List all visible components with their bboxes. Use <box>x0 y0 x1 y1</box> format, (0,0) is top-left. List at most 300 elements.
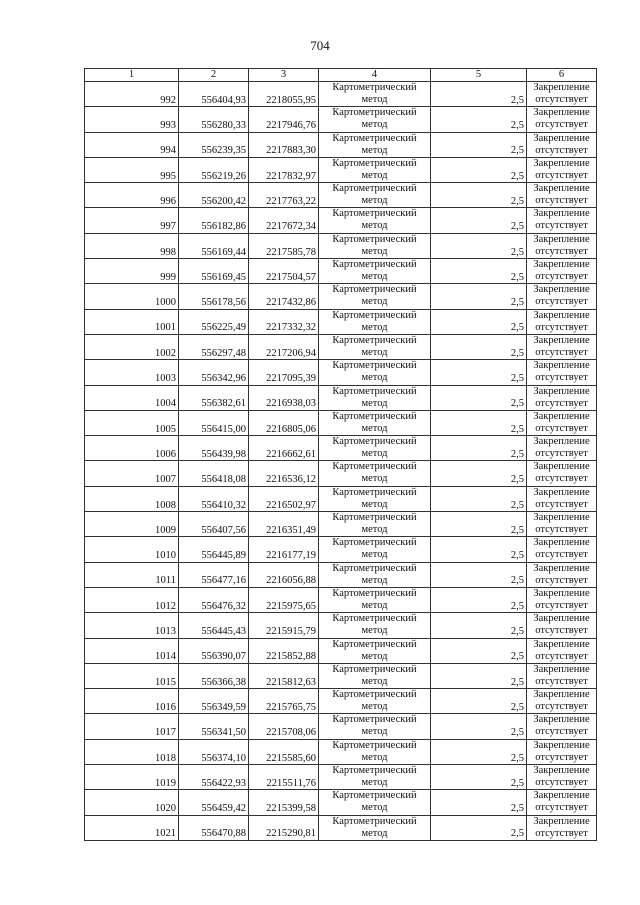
point-number-cell: 1001 <box>85 309 179 334</box>
fixing-text-line-1: Закрепление <box>533 208 590 220</box>
method-cell <box>319 309 431 334</box>
accuracy-cell: 2,5 <box>431 360 527 385</box>
fixing-cell <box>527 107 597 132</box>
coordinate-y-cell: 2217946,76 <box>249 107 319 132</box>
fixing-text-line-1: Закрепление <box>533 334 590 346</box>
method-text-line-2: метод <box>361 296 388 308</box>
fixing-text-line-1: Закрепление <box>533 815 590 827</box>
column-header-4: 4 <box>319 69 431 82</box>
fixing-text-line-1: Закрепление <box>533 765 590 777</box>
method-text-line-2: метод <box>361 346 388 358</box>
fixing-text-line-1: Закрепление <box>533 157 590 169</box>
method-cell <box>319 587 431 612</box>
method-text-line-1: Картометрический <box>332 233 417 245</box>
table-row <box>85 208 597 233</box>
method-text-line-2: метод <box>361 549 388 561</box>
accuracy-cell: 2,5 <box>431 259 527 284</box>
accuracy-cell: 2,5 <box>431 208 527 233</box>
coordinate-y-cell: 2217585,78 <box>249 233 319 258</box>
method-text-line-2: метод <box>361 321 388 333</box>
point-number-cell: 1012 <box>85 587 179 612</box>
fixing-text-line-1: Закрепление <box>533 739 590 751</box>
table-row <box>85 739 597 764</box>
method-text-line-2: метод <box>361 119 388 131</box>
coordinate-x-cell: 556219,26 <box>179 157 249 182</box>
accuracy-cell: 2,5 <box>431 537 527 562</box>
table-header <box>85 69 597 82</box>
table-row <box>85 638 597 663</box>
method-text-line-2: метод <box>361 726 388 738</box>
fixing-cell <box>527 183 597 208</box>
fixing-text-line-2: отсутствует <box>535 422 588 434</box>
coordinate-x-cell: 556349,59 <box>179 689 249 714</box>
fixing-text-line-1: Закрепление <box>533 512 590 524</box>
method-text-line-1: Картометрический <box>332 107 417 119</box>
method-cell <box>319 334 431 359</box>
fixing-text-line-1: Закрепление <box>533 385 590 397</box>
fixing-cell <box>527 82 597 107</box>
column-header-1: 1 <box>85 69 179 82</box>
method-text-line-2: метод <box>361 751 388 763</box>
coordinate-y-cell: 2216536,12 <box>249 461 319 486</box>
table-row <box>85 183 597 208</box>
accuracy-cell: 2,5 <box>431 284 527 309</box>
method-text-line-2: метод <box>361 372 388 384</box>
fixing-cell <box>527 208 597 233</box>
accuracy-cell: 2,5 <box>431 765 527 790</box>
method-text-line-1: Картометрический <box>332 82 417 93</box>
coordinate-x-cell: 556280,33 <box>179 107 249 132</box>
accuracy-cell: 2,5 <box>431 107 527 132</box>
table-row <box>85 132 597 157</box>
method-text-line-1: Картометрический <box>332 613 417 625</box>
method-text-line-1: Картометрический <box>332 284 417 296</box>
page-number: 704 <box>310 38 330 53</box>
fixing-cell <box>527 486 597 511</box>
method-text-line-2: метод <box>361 802 388 814</box>
method-cell <box>319 385 431 410</box>
fixing-text-line-2: отсутствует <box>535 271 588 283</box>
coordinate-y-cell: 2217095,39 <box>249 360 319 385</box>
method-text-line-1: Картометрический <box>332 689 417 701</box>
method-text-line-2: метод <box>361 397 388 409</box>
coordinate-x-cell: 556418,08 <box>179 461 249 486</box>
table-row <box>85 512 597 537</box>
fixing-cell <box>527 233 597 258</box>
method-cell <box>319 689 431 714</box>
coordinate-x-cell: 556178,56 <box>179 284 249 309</box>
method-text-line-2: метод <box>361 169 388 181</box>
coordinate-x-cell: 556410,32 <box>179 486 249 511</box>
coordinate-x-cell: 556182,86 <box>179 208 249 233</box>
method-cell <box>319 461 431 486</box>
table-row <box>85 461 597 486</box>
method-cell <box>319 790 431 815</box>
method-text-line-1: Картометрический <box>332 765 417 777</box>
fixing-text-line-1: Закрепление <box>533 663 590 675</box>
fixing-text-line-2: отсутствует <box>535 726 588 738</box>
fixing-text-line-1: Закрепление <box>533 107 590 119</box>
coordinate-y-cell: 2216502,97 <box>249 486 319 511</box>
method-cell <box>319 512 431 537</box>
method-text-line-2: метод <box>361 524 388 536</box>
coordinate-x-cell: 556470,88 <box>179 815 249 840</box>
coordinate-y-cell: 2215708,06 <box>249 714 319 739</box>
fixing-text-line-1: Закрепление <box>533 183 590 195</box>
method-text-line-1: Картометрический <box>332 537 417 549</box>
method-text-line-1: Картометрический <box>332 132 417 144</box>
fixing-text-line-2: отсутствует <box>535 549 588 561</box>
coordinate-x-cell: 556404,93 <box>179 82 249 107</box>
coordinate-y-cell: 2217432,86 <box>249 284 319 309</box>
method-text-line-2: метод <box>361 650 388 662</box>
fixing-text-line-2: отсутствует <box>535 777 588 789</box>
column-header-2: 2 <box>179 69 249 82</box>
column-header-3: 3 <box>249 69 319 82</box>
method-text-line-1: Картометрический <box>332 714 417 726</box>
coordinate-x-cell: 556366,38 <box>179 663 249 688</box>
point-number-cell: 1005 <box>85 410 179 435</box>
table-row <box>85 385 597 410</box>
coordinate-y-cell: 2217206,94 <box>249 334 319 359</box>
fixing-cell <box>527 284 597 309</box>
fixing-cell <box>527 157 597 182</box>
fixing-text-line-2: отсутствует <box>535 650 588 662</box>
fixing-text-line-1: Закрепление <box>533 461 590 473</box>
table-row <box>85 410 597 435</box>
point-number-cell: 1021 <box>85 815 179 840</box>
point-number-cell: 994 <box>85 132 179 157</box>
coordinate-x-cell: 556341,50 <box>179 714 249 739</box>
fixing-cell <box>527 689 597 714</box>
point-number-cell: 1007 <box>85 461 179 486</box>
method-cell <box>319 714 431 739</box>
method-text-line-1: Картометрический <box>332 562 417 574</box>
method-cell <box>319 486 431 511</box>
accuracy-cell: 2,5 <box>431 739 527 764</box>
method-text-line-2: метод <box>361 701 388 713</box>
method-text-line-2: метод <box>361 448 388 460</box>
coordinate-x-cell: 556415,00 <box>179 410 249 435</box>
method-cell <box>319 233 431 258</box>
coordinate-x-cell: 556374,10 <box>179 739 249 764</box>
coordinate-y-cell: 2217763,22 <box>249 183 319 208</box>
point-number-cell: 1018 <box>85 739 179 764</box>
coordinate-y-cell: 2217883,30 <box>249 132 319 157</box>
fixing-cell <box>527 537 597 562</box>
method-text-line-1: Картометрический <box>332 410 417 422</box>
coordinate-x-cell: 556439,98 <box>179 436 249 461</box>
table-row <box>85 714 597 739</box>
fixing-cell <box>527 765 597 790</box>
fixing-text-line-2: отсутствует <box>535 498 588 510</box>
coordinate-x-cell: 556239,35 <box>179 132 249 157</box>
coordinate-y-cell: 2216056,88 <box>249 562 319 587</box>
accuracy-cell: 2,5 <box>431 309 527 334</box>
method-text-line-1: Картометрический <box>332 663 417 675</box>
method-cell <box>319 208 431 233</box>
table-row <box>85 360 597 385</box>
accuracy-cell: 2,5 <box>431 638 527 663</box>
method-cell <box>319 436 431 461</box>
coordinate-y-cell: 2216351,49 <box>249 512 319 537</box>
method-cell <box>319 157 431 182</box>
coordinate-x-cell: 556169,45 <box>179 259 249 284</box>
column-header-6: 6 <box>527 69 597 82</box>
method-text-line-1: Картометрический <box>332 259 417 271</box>
table-row <box>85 815 597 840</box>
fixing-text-line-1: Закрепление <box>533 436 590 448</box>
fixing-text-line-1: Закрепление <box>533 714 590 726</box>
method-cell <box>319 132 431 157</box>
fixing-text-line-2: отсутствует <box>535 220 588 232</box>
method-text-line-2: метод <box>361 220 388 232</box>
fixing-text-line-2: отсутствует <box>535 195 588 207</box>
point-number-cell: 1011 <box>85 562 179 587</box>
accuracy-cell: 2,5 <box>431 334 527 359</box>
coordinate-x-cell: 556445,43 <box>179 613 249 638</box>
fixing-cell <box>527 512 597 537</box>
method-cell <box>319 765 431 790</box>
coordinate-y-cell: 2217832,97 <box>249 157 319 182</box>
fixing-text-line-1: Закрепление <box>533 613 590 625</box>
fixing-text-line-1: Закрепление <box>533 486 590 498</box>
method-text-line-1: Картометрический <box>332 815 417 827</box>
coordinate-y-cell: 2215915,79 <box>249 613 319 638</box>
method-cell <box>319 815 431 840</box>
point-number-cell: 1010 <box>85 537 179 562</box>
method-cell <box>319 410 431 435</box>
method-cell <box>319 107 431 132</box>
accuracy-cell: 2,5 <box>431 562 527 587</box>
table-row <box>85 334 597 359</box>
fixing-text-line-2: отсутствует <box>535 599 588 611</box>
fixing-text-line-2: отсутствует <box>535 473 588 485</box>
accuracy-cell: 2,5 <box>431 385 527 410</box>
fixing-cell <box>527 562 597 587</box>
fixing-text-line-2: отсутствует <box>535 169 588 181</box>
coordinate-x-cell: 556297,48 <box>179 334 249 359</box>
fixing-text-line-1: Закрепление <box>533 689 590 701</box>
method-text-line-1: Картометрический <box>332 385 417 397</box>
fixing-cell <box>527 461 597 486</box>
fixing-text-line-2: отсутствует <box>535 296 588 308</box>
fixing-text-line-1: Закрепление <box>533 132 590 144</box>
point-number-cell: 997 <box>85 208 179 233</box>
method-text-line-2: метод <box>361 827 388 839</box>
point-number-cell: 1003 <box>85 360 179 385</box>
method-cell <box>319 562 431 587</box>
method-text-line-1: Картометрический <box>332 436 417 448</box>
header-row <box>85 69 597 82</box>
coordinate-y-cell: 2215399,58 <box>249 790 319 815</box>
table-row <box>85 587 597 612</box>
fixing-text-line-2: отсутствует <box>535 675 588 687</box>
point-number-cell: 999 <box>85 259 179 284</box>
fixing-text-line-1: Закрепление <box>533 259 590 271</box>
method-cell <box>319 284 431 309</box>
table-body <box>85 82 597 841</box>
method-text-line-2: метод <box>361 675 388 687</box>
table-row <box>85 562 597 587</box>
coordinate-x-cell: 556342,96 <box>179 360 249 385</box>
method-text-line-2: метод <box>361 245 388 257</box>
coordinate-y-cell: 2216805,06 <box>249 410 319 435</box>
point-number-cell: 1013 <box>85 613 179 638</box>
fixing-cell <box>527 436 597 461</box>
method-text-line-2: метод <box>361 599 388 611</box>
accuracy-cell: 2,5 <box>431 790 527 815</box>
method-text-line-1: Картометрический <box>332 208 417 220</box>
coordinate-x-cell: 556477,16 <box>179 562 249 587</box>
table-row <box>85 284 597 309</box>
fixing-text-line-2: отсутствует <box>535 144 588 156</box>
table-row <box>85 436 597 461</box>
fixing-cell <box>527 587 597 612</box>
fixing-text-line-2: отсутствует <box>535 245 588 257</box>
fixing-cell <box>527 334 597 359</box>
method-text-line-1: Картометрический <box>332 334 417 346</box>
table-row <box>85 107 597 132</box>
point-number-cell: 1002 <box>85 334 179 359</box>
fixing-cell <box>527 613 597 638</box>
table-row <box>85 233 597 258</box>
coordinate-y-cell: 2216938,03 <box>249 385 319 410</box>
fixing-text-line-1: Закрепление <box>533 410 590 422</box>
table-row <box>85 486 597 511</box>
method-text-line-2: метод <box>361 422 388 434</box>
fixing-text-line-2: отсутствует <box>535 625 588 637</box>
method-cell <box>319 638 431 663</box>
point-number-cell: 996 <box>85 183 179 208</box>
method-text-line-1: Картометрический <box>332 183 417 195</box>
fixing-cell <box>527 815 597 840</box>
method-cell <box>319 613 431 638</box>
coordinate-x-cell: 556445,89 <box>179 537 249 562</box>
coordinate-y-cell: 2218055,95 <box>249 82 319 107</box>
method-cell <box>319 360 431 385</box>
method-cell <box>319 82 431 107</box>
accuracy-cell: 2,5 <box>431 689 527 714</box>
accuracy-cell: 2,5 <box>431 512 527 537</box>
method-text-line-1: Картометрический <box>332 739 417 751</box>
coordinate-x-cell: 556476,32 <box>179 587 249 612</box>
point-number-cell: 993 <box>85 107 179 132</box>
method-text-line-1: Картометрический <box>332 157 417 169</box>
coordinate-y-cell: 2217504,57 <box>249 259 319 284</box>
fixing-text-line-1: Закрепление <box>533 587 590 599</box>
fixing-cell <box>527 385 597 410</box>
point-number-cell: 1006 <box>85 436 179 461</box>
coordinate-y-cell: 2215585,60 <box>249 739 319 764</box>
fixing-text-line-1: Закрепление <box>533 284 590 296</box>
fixing-text-line-2: отсутствует <box>535 372 588 384</box>
table-row <box>85 82 597 107</box>
point-number-cell: 1015 <box>85 663 179 688</box>
method-text-line-2: метод <box>361 574 388 586</box>
method-cell <box>319 259 431 284</box>
coordinate-x-cell: 556200,42 <box>179 183 249 208</box>
method-text-line-1: Картометрический <box>332 486 417 498</box>
coordinate-y-cell: 2217672,34 <box>249 208 319 233</box>
point-number-cell: 1020 <box>85 790 179 815</box>
method-cell <box>319 183 431 208</box>
coordinate-x-cell: 556459,42 <box>179 790 249 815</box>
table-row <box>85 790 597 815</box>
fixing-cell <box>527 638 597 663</box>
method-text-line-1: Картометрический <box>332 461 417 473</box>
coordinate-x-cell: 556382,61 <box>179 385 249 410</box>
coordinate-x-cell: 556169,44 <box>179 233 249 258</box>
method-cell <box>319 663 431 688</box>
point-number-cell: 1017 <box>85 714 179 739</box>
point-number-cell: 1000 <box>85 284 179 309</box>
point-number-cell: 1019 <box>85 765 179 790</box>
method-text-line-2: метод <box>361 625 388 637</box>
fixing-text-line-1: Закрепление <box>533 309 590 321</box>
method-cell <box>319 739 431 764</box>
accuracy-cell: 2,5 <box>431 486 527 511</box>
fixing-cell <box>527 663 597 688</box>
fixing-text-line-2: отсутствует <box>535 802 588 814</box>
fixing-text-line-2: отсутствует <box>535 524 588 536</box>
fixing-cell <box>527 309 597 334</box>
accuracy-cell: 2,5 <box>431 410 527 435</box>
point-number-cell: 995 <box>85 157 179 182</box>
method-text-line-1: Картометрический <box>332 309 417 321</box>
fixing-cell <box>527 410 597 435</box>
point-number-cell: 1014 <box>85 638 179 663</box>
fixing-text-line-2: отсутствует <box>535 119 588 131</box>
method-text-line-2: метод <box>361 195 388 207</box>
coordinate-y-cell: 2215290,81 <box>249 815 319 840</box>
fixing-cell <box>527 132 597 157</box>
method-text-line-2: метод <box>361 271 388 283</box>
coordinate-x-cell: 556390,07 <box>179 638 249 663</box>
coordinate-y-cell: 2216177,19 <box>249 537 319 562</box>
fixing-cell <box>527 790 597 815</box>
coordinate-y-cell: 2215511,76 <box>249 765 319 790</box>
fixing-text-line-1: Закрепление <box>533 638 590 650</box>
coordinate-x-cell: 556225,49 <box>179 309 249 334</box>
method-text-line-1: Картометрический <box>332 638 417 650</box>
accuracy-cell: 2,5 <box>431 461 527 486</box>
fixing-text-line-1: Закрепление <box>533 360 590 372</box>
fixing-text-line-1: Закрепление <box>533 790 590 802</box>
coordinate-y-cell: 2217332,32 <box>249 309 319 334</box>
coordinate-x-cell: 556422,93 <box>179 765 249 790</box>
method-text-line-2: метод <box>361 498 388 510</box>
fixing-text-line-2: отсутствует <box>535 827 588 839</box>
accuracy-cell: 2,5 <box>431 613 527 638</box>
accuracy-cell: 2,5 <box>431 183 527 208</box>
table-row <box>85 689 597 714</box>
coordinate-y-cell: 2215852,88 <box>249 638 319 663</box>
method-text-line-1: Картометрический <box>332 790 417 802</box>
point-number-cell: 1009 <box>85 512 179 537</box>
table-row <box>85 537 597 562</box>
fixing-text-line-2: отсутствует <box>535 701 588 713</box>
accuracy-cell: 2,5 <box>431 132 527 157</box>
fixing-text-line-1: Закрепление <box>533 233 590 245</box>
fixing-text-line-2: отсутствует <box>535 94 588 105</box>
coordinate-y-cell: 2216662,61 <box>249 436 319 461</box>
fixing-text-line-1: Закрепление <box>533 537 590 549</box>
accuracy-cell: 2,5 <box>431 587 527 612</box>
fixing-text-line-2: отсутствует <box>535 346 588 358</box>
method-text-line-2: метод <box>361 144 388 156</box>
table-row <box>85 613 597 638</box>
